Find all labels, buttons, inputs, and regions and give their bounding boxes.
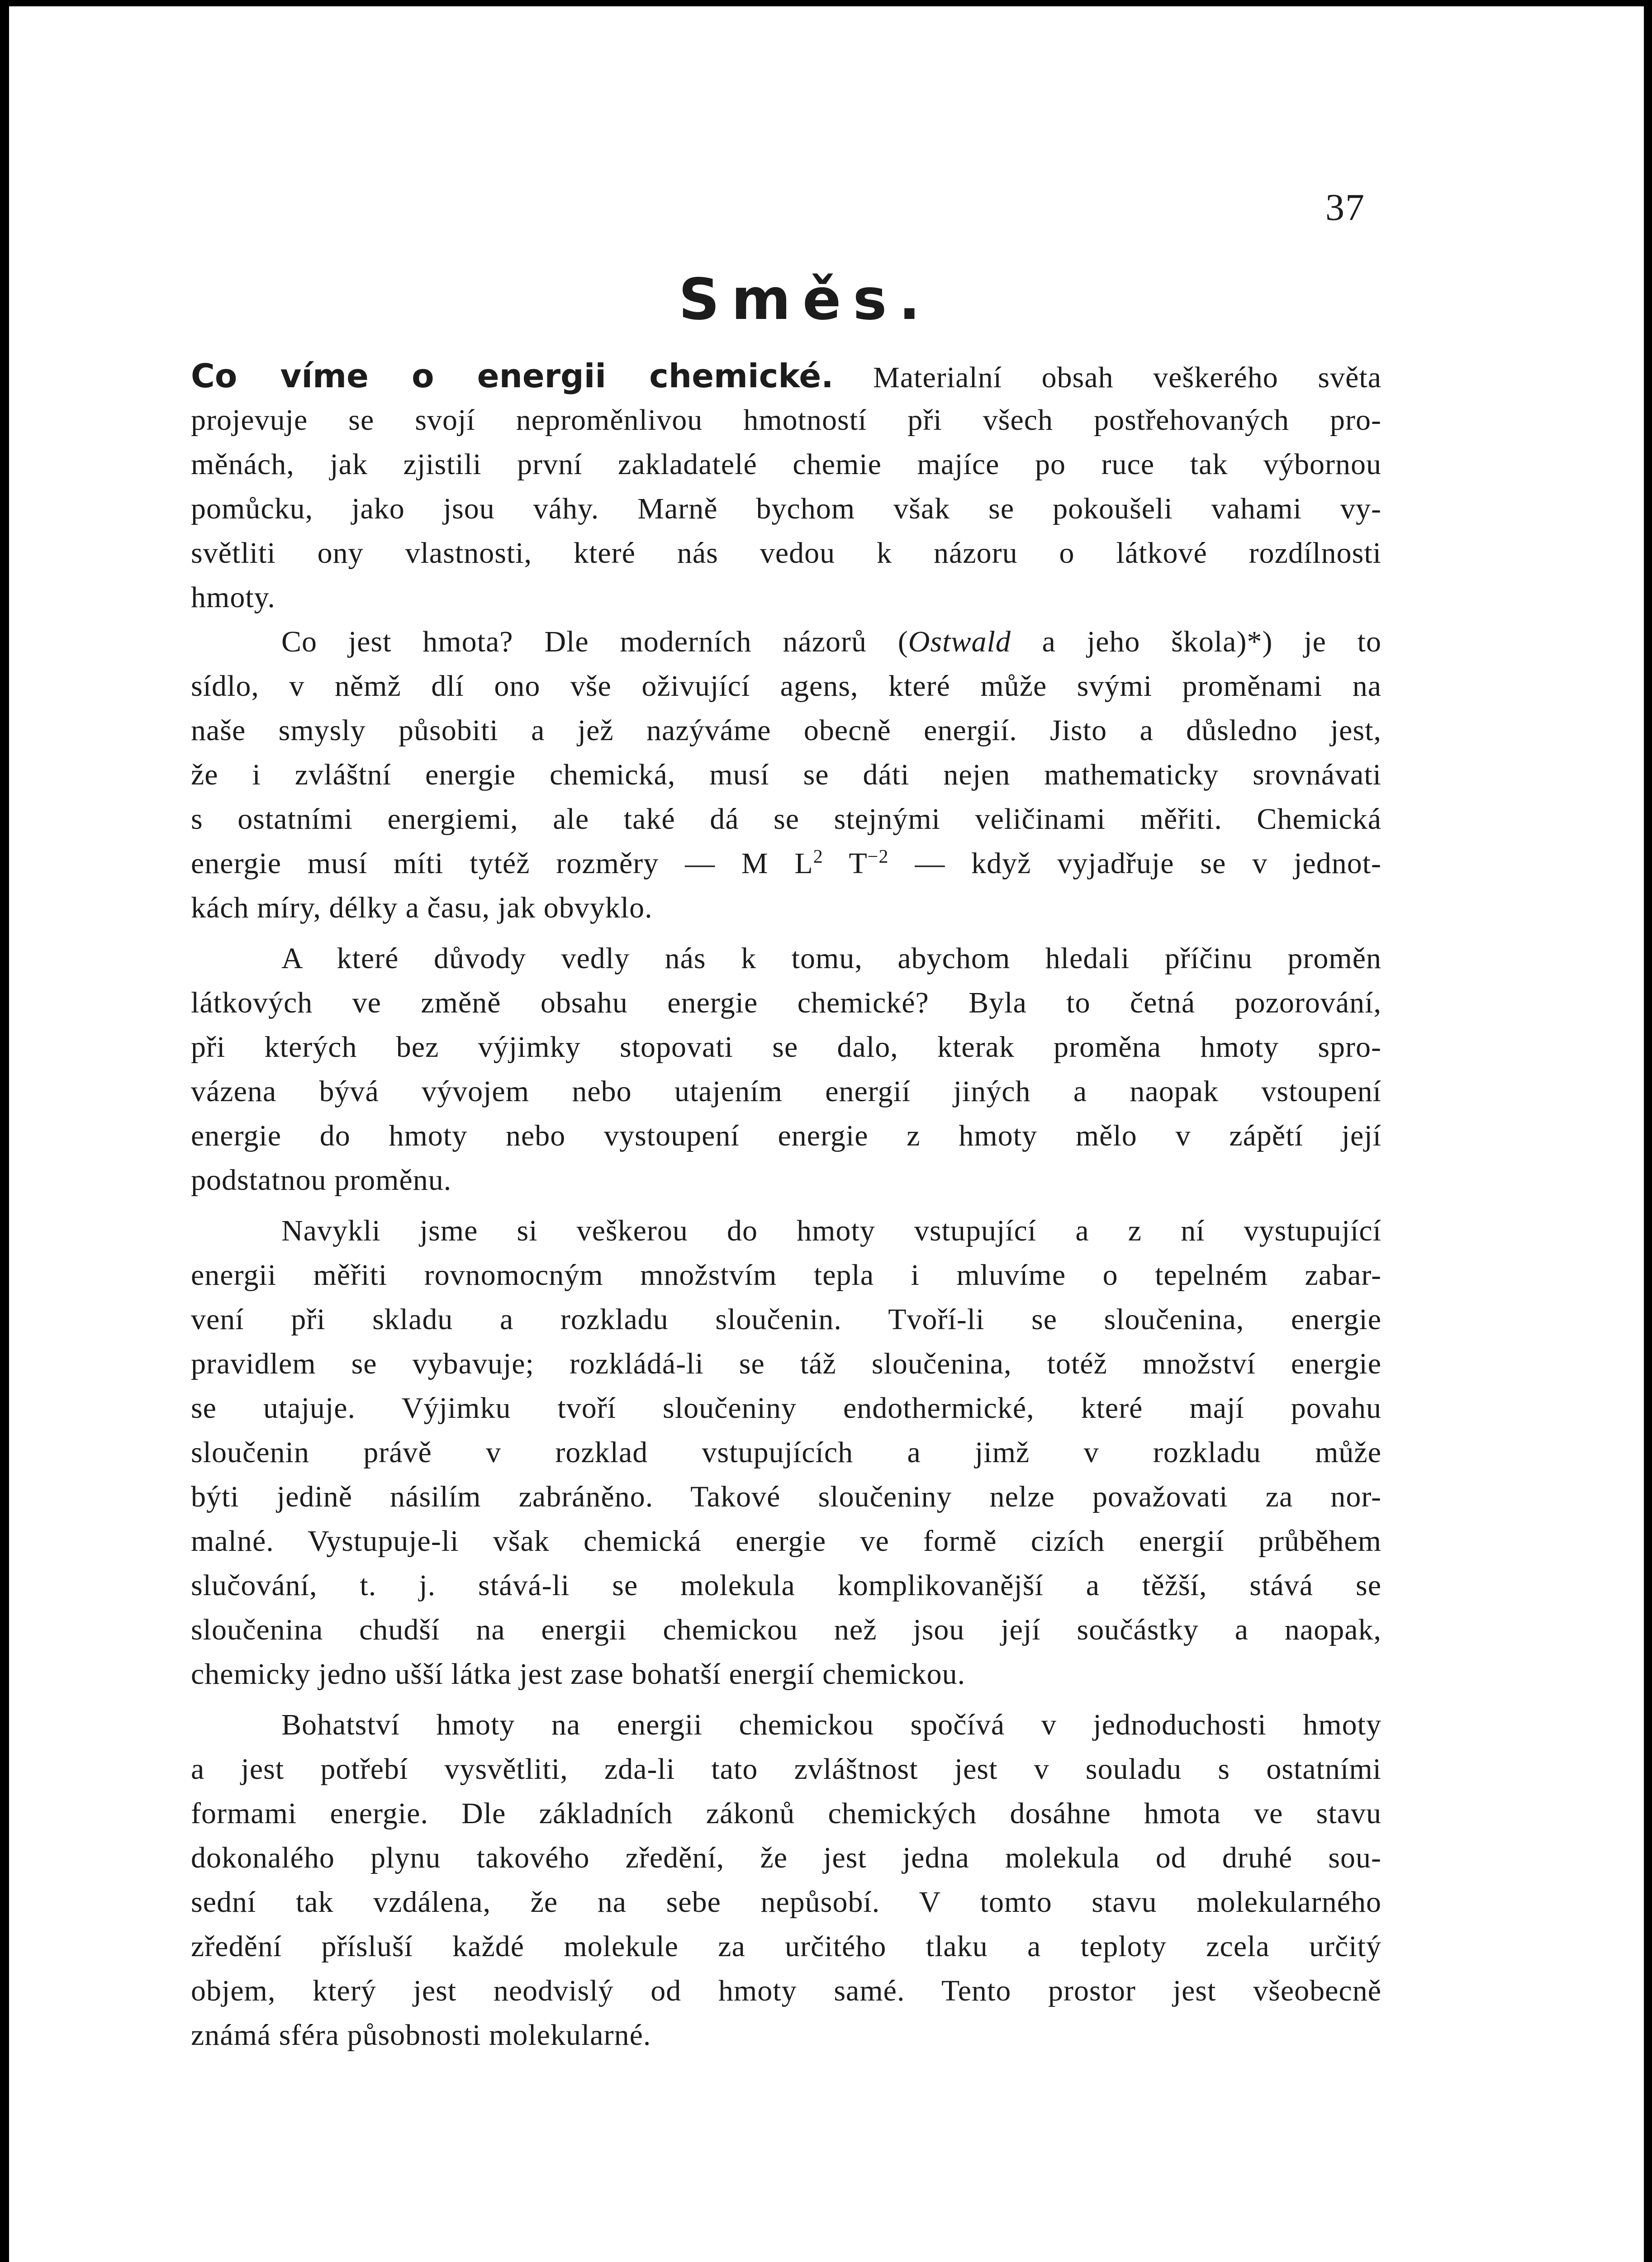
paragraph-5-line-4: dokonalého plynu takového zředění, že jest jedna molekula od druhé sou- [191, 1841, 1381, 1874]
exponent-2: 2 [813, 846, 823, 867]
paragraph-2-line-2: sídlo, v němž dlí ono vše oživující agens, které může svými proměnami na [191, 670, 1381, 703]
exponent-minus-2: −2 [867, 846, 889, 867]
paragraph-2-line-6-a: energie musí míti tytéž rozměry — M L [191, 847, 813, 880]
paragraph-2-line-6-e: — když vyjadřuje se v jednot- [888, 847, 1382, 880]
scan-border-top [0, 0, 1652, 6]
paragraph-4-line-4: pravidlem se vybavuje; rozkládá-li se táž sloučenina, totéž množství energie [191, 1347, 1381, 1380]
paragraph-5-line-5: sední tak vzdálena, že na sebe nepůsobí. V tomto stavu molekularného [191, 1886, 1381, 1919]
paragraph-3-line-5: energie do hmoty nebo vystoupení energie z hmoty mělo v zápětí její [191, 1119, 1381, 1152]
paragraph-2-line-4: že i zvláštní energie chemická, musí se dáti nejen mathematicky srovnávati [191, 758, 1381, 791]
paragraph-5-line-6: zředění přísluší každé molekule za určitého tlaku a teploty zcela určitý [191, 1930, 1381, 1963]
paragraph-2-line-5: s ostatními energiemi, ale také dá se stejnými veličinami měřiti. Chemická [191, 803, 1381, 836]
page-title: Směs. [679, 266, 932, 333]
paragraph-1-line-4: pomůcku, jako jsou váhy. Marně bychom však se pokoušeli vahami vy- [191, 492, 1381, 525]
paragraph-3-line-3: při kterých bez výjimky stopovati se dalo, kterak proměna hmoty spro- [191, 1031, 1381, 1064]
paragraph-1-line-3: měnách, jak zjistili první zakladatelé chemie majíce po ruce tak výbornou [191, 448, 1381, 481]
scan-border-left [0, 0, 9, 2262]
paragraph-1-line-2: projevuje se svojí neproměnlivou hmotností při všech postřehovaných pro- [191, 404, 1381, 437]
paragraph-2-line-6-c: T [823, 847, 868, 880]
paragraph-2-line-7: kách míry, délky a času, jak obvyklo. [191, 891, 653, 924]
paragraph-2-line-3: naše smysly působiti a jež nazýváme obecně energií. Jisto a důsledno jest, [191, 714, 1381, 747]
paragraph-4-line-2: energii měřiti rovnomocným množstvím tepla i mluvíme o tepelném zabar- [191, 1259, 1381, 1292]
paragraph-4-line-3: vení při skladu a rozkladu sloučenin. Tvoří-li se sloučenina, energie [191, 1303, 1381, 1336]
paragraph-3-line-4: vázena bývá vývojem nebo utajením energií jiných a naopak vstoupení [191, 1075, 1381, 1108]
paragraph-2-line-6 [191, 841, 1381, 886]
paragraph-2-line-1-a: Co jest hmota? Dle moderních názorů ( [281, 625, 908, 658]
paragraph-4-line-7: býti jedině násilím zabráněno. Takové sloučeniny nelze považovati za nor- [191, 1480, 1381, 1513]
paragraph-2-line-1 [191, 620, 1381, 664]
paragraph-1-line-5: světliti ony vlastnosti, které nás vedou k názoru o látkové rozdílnosti [191, 537, 1381, 570]
paragraph-4-line-10: sloučenina chudší na energii chemickou než jsou její součástky a naopak, [191, 1613, 1381, 1646]
paragraph-1-line-6: hmoty. [191, 581, 275, 614]
body-text [191, 354, 1381, 2058]
author-ostwald: Ostwald [908, 625, 1011, 658]
scan-border-right [1644, 0, 1652, 2262]
paragraph-5-line-1: Bohatství hmoty na energii chemickou spočívá v jednoduchosti hmoty [281, 1708, 1381, 1741]
paragraph-5-line-3: formami energie. Dle základních zákonů chemických dosáhne hmota ve stavu [191, 1797, 1381, 1830]
paragraph-4-line-5: se utajuje. Výjimku tvoří sloučeniny endothermické, které mají povahu [191, 1392, 1381, 1425]
paragraph-4-line-11: chemicky jedno ušší látka jest zase bohatší energií chemickou. [191, 1658, 966, 1691]
paragraph-2-line-1-c: a jeho škola)*) je to [1011, 625, 1381, 658]
paragraph-1-line-1 [191, 354, 1381, 398]
paragraph-5-line-7: objem, který jest neodvislý od hmoty samé. Tento prostor jest všeobecně [191, 1974, 1381, 2007]
paragraph-3-line-1: A které důvody vedly nás k tomu, abychom hledali příčinu proměn [281, 942, 1381, 975]
paragraph-5-line-8: známá sféra působnosti molekularné. [191, 2019, 651, 2052]
paragraph-4-line-6: sloučenin právě v rozklad vstupujících a jimž v rozkladu může [191, 1436, 1381, 1469]
paragraph-1-line-1-text: Materialní obsah veškerého světa [873, 361, 1381, 394]
paragraph-3-line-2: látkových ve změně obsahu energie chemické? Byla to četná pozorování, [191, 986, 1381, 1019]
page-number: 37 [1325, 186, 1365, 228]
paragraph-3-line-6: podstatnou proměnu. [191, 1164, 452, 1197]
paragraph-4-line-1: Navykli jsme si veškerou do hmoty vstupující a z ní vystupující [281, 1214, 1381, 1247]
section-lead: Co víme o energii chemické. [191, 357, 834, 395]
paragraph-4-line-8: malné. Vystupuje-li však chemická energie ve formě cizích energií průběhem [191, 1525, 1381, 1558]
paragraph-5-line-2: a jest potřebí vysvětliti, zda-li tato zvláštnost jest v souladu s ostatními [191, 1753, 1381, 1786]
paragraph-4-line-9: slučování, t. j. stává-li se molekula komplikovanější a těžší, stává se [191, 1569, 1381, 1602]
